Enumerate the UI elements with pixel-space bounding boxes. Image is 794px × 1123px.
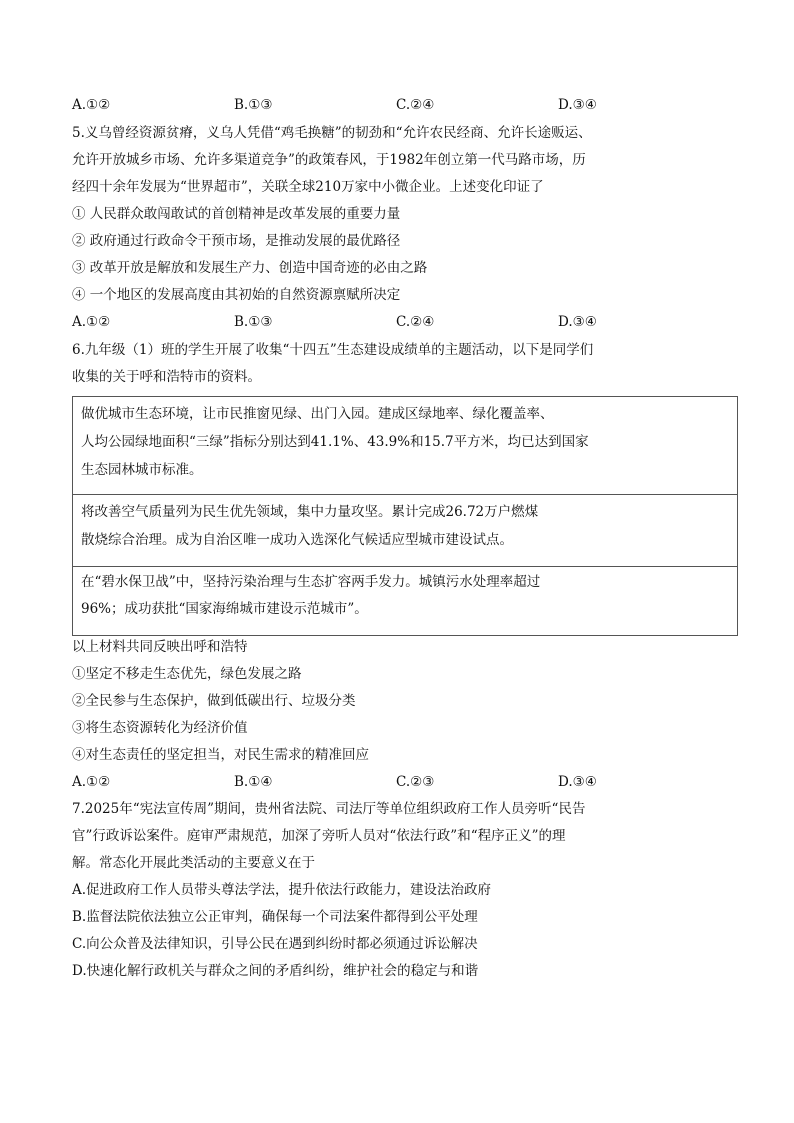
q5-stem-line-2: 允许开放城乡市场、允许多渠道竞争”的政策春风，于1982年创立第一代马路市场，历 <box>72 152 586 168</box>
q7-option-a: A.促进政府工作人员带头尊法学法，提升依法行政能力，建设法治政府 <box>72 882 492 898</box>
q5-option-d: D.③④ <box>558 314 597 330</box>
q6-material-box <box>72 396 738 636</box>
q6-material-2-line-2: 散烧综合治理。成为自治区唯一成功入选深化气候适应型城市建设试点。 <box>81 532 513 548</box>
q6-option-d: D.③④ <box>558 774 597 790</box>
q6-stem-line-2: 收集的关于呼和浩特市的资料。 <box>72 369 261 385</box>
q6-material-1-line-1: 做优城市生态环境，让市民推窗见绿、出门入园。建成区绿地率、绿化覆盖率、 <box>81 406 554 422</box>
q6-material-3-line-1: 在“碧水保卫战”中，坚持污染治理与生态扩容两手发力。城镇污水处理率超过 <box>81 574 541 590</box>
q6-stem-line-1: 6.九年级（1）班的学生开展了收集“十四五”生态建设成绩单的主题活动，以下是同学们 <box>72 342 594 358</box>
q5-item-3: ③ 改革开放是解放和发展生产力、创造中国奇迹的必由之路 <box>72 260 428 276</box>
q6-item-1: ①坚定不移走生态优先，绿色发展之路 <box>72 666 302 682</box>
q6-material-3-line-2: 96%；成功获批“国家海绵城市建设示范城市”。 <box>81 601 368 617</box>
q6-item-3: ③将生态资源转化为经济价值 <box>72 720 248 736</box>
q5-item-1: ① 人民群众敢闯敢试的首创精神是改革发展的重要力量 <box>72 206 401 222</box>
q5-option-b: B.①③ <box>234 314 273 330</box>
q6-option-a: A.①② <box>72 774 111 790</box>
q5-stem-line-1: 5.义乌曾经资源贫瘠，义乌人凭借“鸡毛换糖”的韧劲和“允许农民经商、允许长途贩运、 <box>72 125 592 141</box>
q6-material-2 <box>73 495 737 567</box>
q5-option-a: A.①② <box>72 314 111 330</box>
q6-options <box>72 772 722 792</box>
q4-option-b: B.①③ <box>234 97 273 113</box>
q5-option-c: C.②④ <box>396 314 435 330</box>
q5-item-4: ④ 一个地区的发展高度由其初始的自然资源禀赋所决定 <box>72 287 401 303</box>
q7-stem-line-1: 7.2025年“宪法宣传周”期间，贵州省法院、司法厅等单位组织政府工作人员旁听“民告 <box>72 801 586 817</box>
q4-option-a: A.①② <box>72 97 111 113</box>
q6-material-2-line-1: 将改善空气质量列为民生优先领域，集中力量攻坚。累计完成26.72万户燃煤 <box>81 504 539 520</box>
q6-material-3 <box>73 567 737 635</box>
q6-option-b: B.①④ <box>234 774 273 790</box>
q6-question: 以上材料共同反映出呼和浩特 <box>72 639 248 655</box>
q4-options <box>72 95 722 115</box>
q7-stem-line-3: 解。常态化开展此类活动的主要意义在于 <box>72 855 315 871</box>
q5-options <box>72 312 722 332</box>
q6-material-1-line-2: 人均公园绿地面积“三绿”指标分别达到41.1%、43.9%和15.7平方米，均已达到国家 <box>81 434 589 450</box>
q4-option-d: D.③④ <box>558 97 597 113</box>
q6-item-4: ④对生态责任的坚定担当，对民生需求的精准回应 <box>72 747 369 763</box>
q6-option-c: C.②③ <box>396 774 435 790</box>
q6-item-2: ②全民参与生态保护，做到低碳出行、垃圾分类 <box>72 693 356 709</box>
q7-option-d: D.快速化解行政机关与群众之间的矛盾纠纷，维护社会的稳定与和谐 <box>72 963 479 979</box>
q5-stem-line-3: 经四十余年发展为“世界超市”，关联全球210万家中小微企业。上述变化印证了 <box>72 179 544 195</box>
q6-material-1-line-3: 生态园林城市标准。 <box>81 462 203 478</box>
q7-stem-line-2: 官”行政诉讼案件。庭审严肃规范，加深了旁听人员对“依法行政”和“程序正义”的理 <box>72 828 566 844</box>
q6-material-1 <box>73 397 737 495</box>
q5-item-2: ② 政府通过行政命令干预市场，是推动发展的最优路径 <box>72 233 401 249</box>
q4-option-c: C.②④ <box>396 97 435 113</box>
q7-option-c: C.向公众普及法律知识，引导公民在遇到纠纷时都必须通过诉讼解决 <box>72 936 478 952</box>
q7-option-b: B.监督法院依法独立公正审判，确保每一个司法案件都得到公平处理 <box>72 909 478 925</box>
